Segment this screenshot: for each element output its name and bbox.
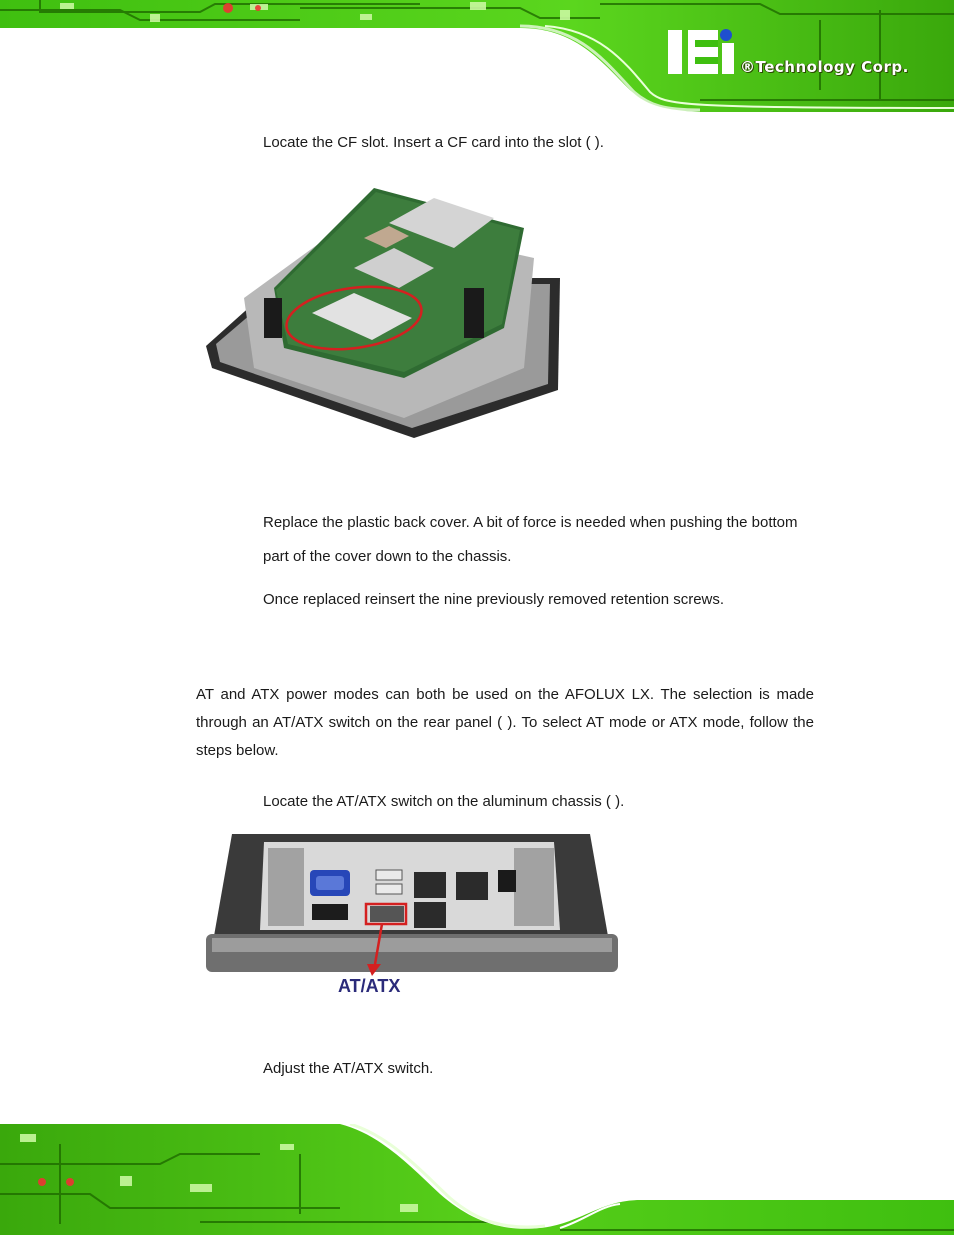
company-name: ®Technology Corp.	[740, 58, 909, 76]
power-mode-intro: AT and ATX power modes can both be used on the AFOLUX LX. The selection is made through an AT/ATX switch on the rear panel ( ). To select AT mode or ATX mode, follow the steps below.	[196, 686, 814, 759]
header-banner	[0, 0, 954, 112]
cf-slot-photo	[204, 178, 564, 440]
rear-panel-photo	[204, 826, 620, 996]
step-cover-line-1: Replace the plastic back cover. A bit of force is needed when pushing the bottom	[263, 514, 798, 531]
circuit-board-footer-graphic	[0, 1124, 954, 1235]
circuit-board-header-graphic	[0, 0, 954, 112]
step-adjust-switch-text: Adjust the AT/ATX switch.	[263, 1060, 434, 1077]
step-cover-line-2: part of the cover down to the chassis.	[263, 548, 512, 565]
step-cf-text: Locate the CF slot. Insert a CF card into the slot ( ).	[263, 134, 604, 151]
step-screws-text: Once replaced reinsert the nine previously removed retention screws.	[263, 591, 725, 608]
footer-banner	[0, 1124, 954, 1235]
iei-logo-icon	[668, 29, 734, 74]
at-atx-callout-label: AT/ATX	[338, 976, 401, 996]
step-locate-switch-text: Locate the AT/ATX switch on the aluminum chassis ( ).	[263, 793, 625, 810]
